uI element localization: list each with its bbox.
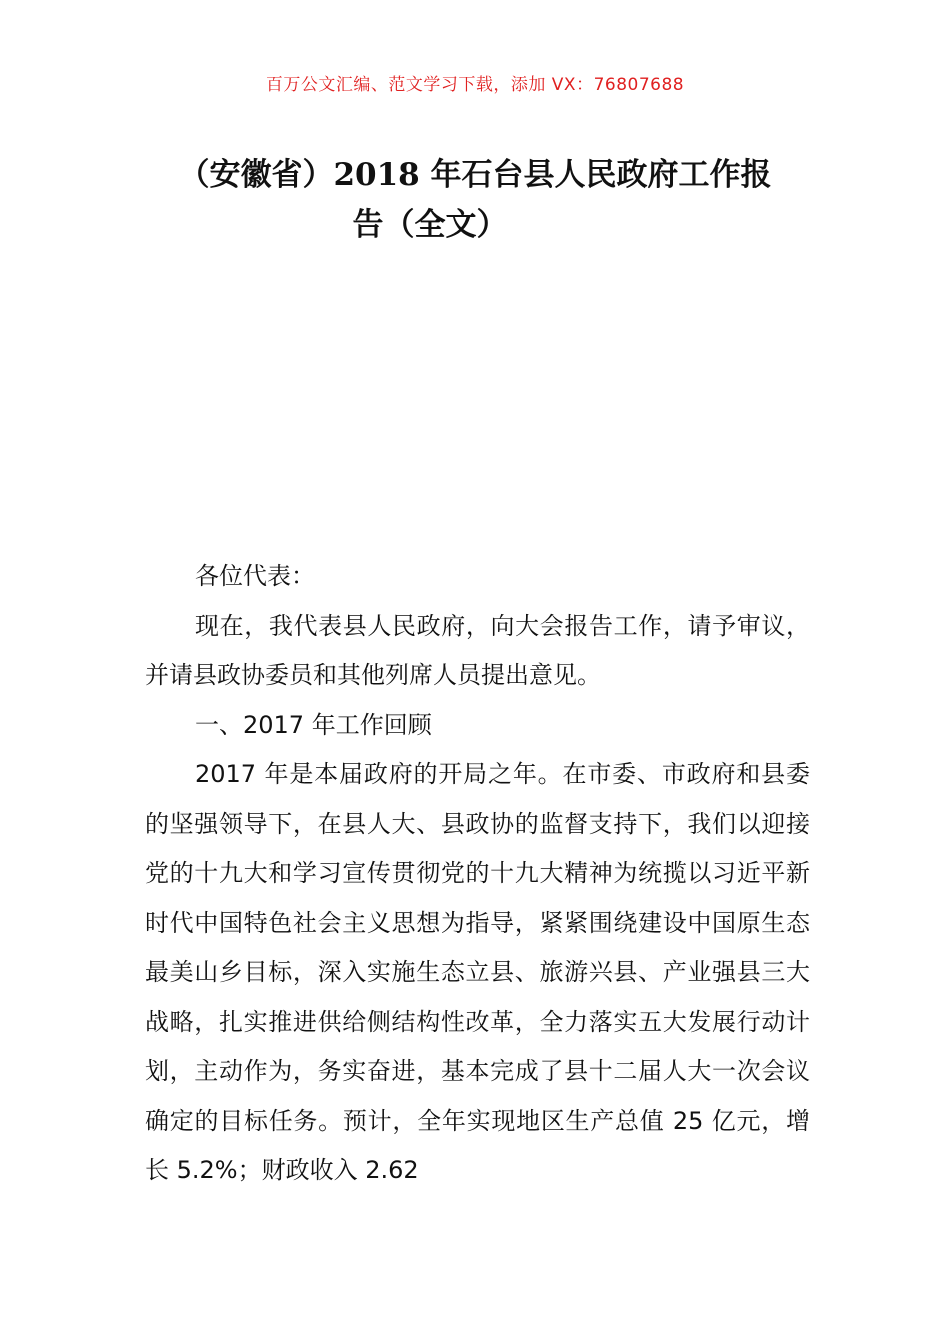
intro-paragraph: 现在，我代表县人民政府，向大会报告工作，请予审议，并请县政协委员和其他列席人员提出意见。: [145, 611, 810, 689]
title-line-1: （安徽省）2018 年石台县人民政府工作报: [178, 157, 772, 193]
document-title: [145, 150, 805, 250]
title-line-2: 告（全文）: [352, 207, 508, 243]
document-body: [145, 552, 810, 1196]
review-paragraph: 2017 年是本届政府的开局之年。在市委、市政府和县委的坚强领导下，在县人大、县政协的监督支持下，我们以迎接党的十九大和学习宣传贯彻党的十九大精神为统揽以习近平新时代中国特色社会主义思想为指导，紧紧围绕建设中国原生态最美山乡目标，深入实施生态立县、旅游兴县、产业强县三大战略，扎实推进供给侧结构性改革，全力落实五大发展行动计划，主动作为，务实奋进，基本完成了县十二届人大一次会议确定的目标任务。预计，全年实现地区生产总值 25 亿元，增长 5.2%；财政收入 2.62: [145, 760, 810, 1184]
header-note: 百万公文汇编、范文学习下载，添加 VX：76807688: [265, 75, 685, 95]
section-heading: 一、2017 年工作回顾: [195, 710, 432, 739]
salutation-paragraph: 各位代表：: [195, 562, 315, 590]
